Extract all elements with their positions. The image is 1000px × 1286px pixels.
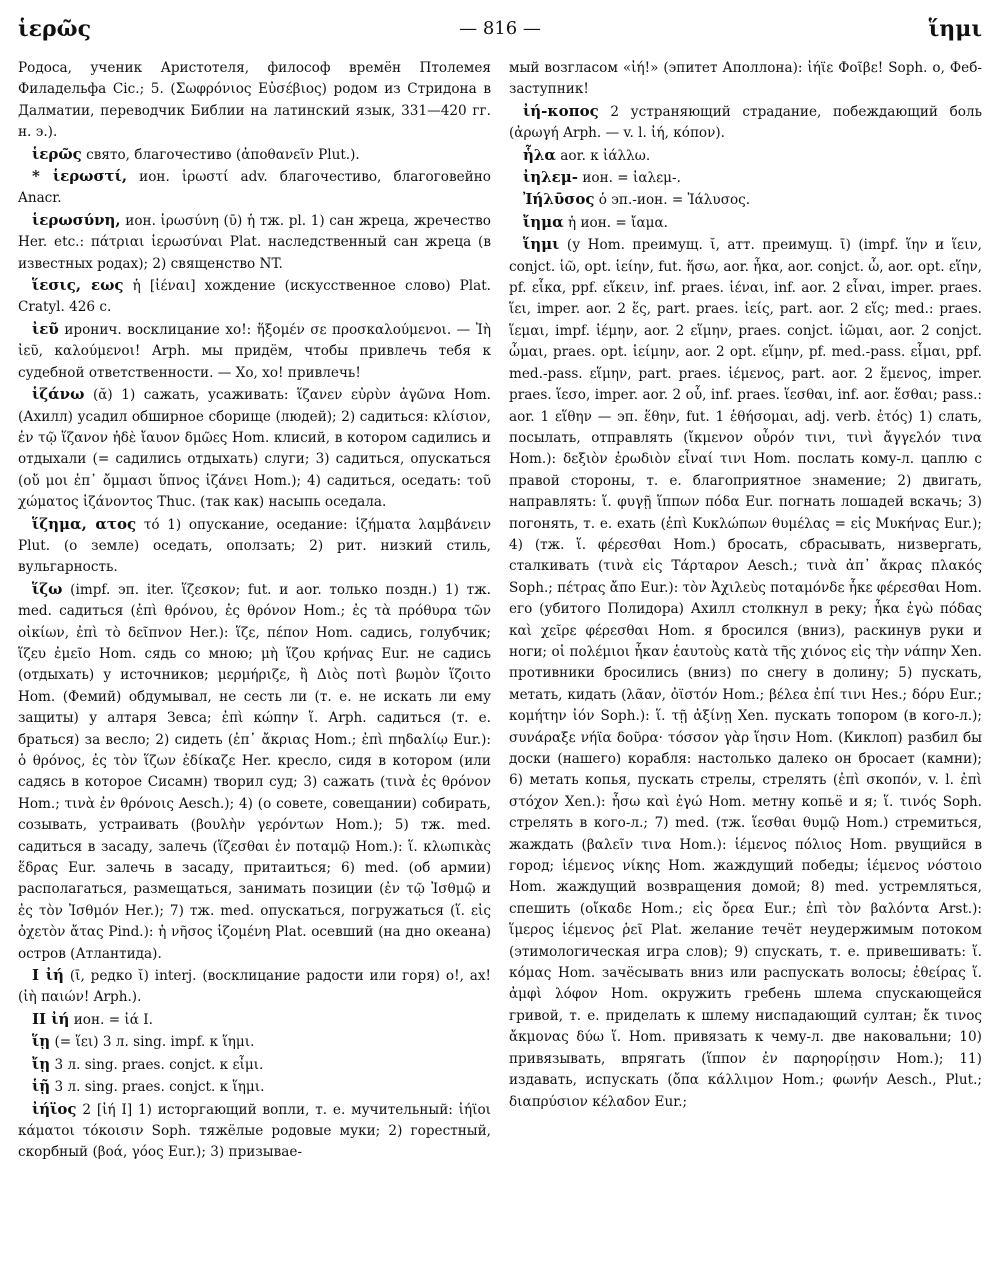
entry-headword: Ἰήλῡσος: [523, 190, 595, 209]
entry-text: ион. ἱρωσύνη (ῡ) ἡ тж. pl. 1) сан жреца, жречество Her. etc.: πάτριαι ἱερωσύναι Plat. наследственный сан жреца (в известных родах); 2) священство NT.: [18, 212, 491, 272]
right-column: [509, 58, 982, 1273]
entry-headword: ἵεσις, εως: [32, 276, 124, 295]
text-columns: [18, 58, 982, 1273]
entry-headword: I ἰή: [32, 966, 64, 985]
entry-headword: ἵζω: [32, 579, 63, 598]
entry-headword: ἱῇ: [32, 1077, 51, 1096]
entry-text: ион. ἱρωστί adv. благочестиво, благоговейно Anacr.: [18, 169, 491, 207]
entry-headword: ἱζάνω: [32, 385, 85, 404]
dictionary-entry: [18, 319, 491, 384]
entry-headword: ἰηλεμ-: [523, 168, 579, 187]
dictionary-entry: [18, 1009, 491, 1031]
dictionary-entry: [18, 210, 491, 275]
entry-headword: ἵζημα, ατος: [32, 514, 137, 533]
dictionary-entry: [18, 1031, 491, 1053]
entry-text: ἡ ион. = ἴαμα.: [568, 214, 668, 231]
entry-headword: ἵημι: [523, 235, 560, 254]
dictionary-entry: [18, 275, 491, 319]
dictionary-entry: [18, 1076, 491, 1098]
entry-headword: II ἰή: [32, 1009, 70, 1028]
entry-text: ион. = ἰά I.: [73, 1011, 153, 1028]
entry-headword: ἰήϊος: [32, 1099, 77, 1118]
entry-text: 2 [ἰή I] 1) исторгающий вопли, т. е. мучительный: ἰήϊοι κάματοι τόκοισιν Soph. тяжёлые родовые муки; 2) горестный, скорбный (βοά, γόος Eur.); 3) призывае-: [18, 1101, 491, 1161]
dictionary-entry: [18, 58, 491, 144]
entry-text: ион. = ἰαλεμ-.: [582, 170, 681, 187]
dictionary-entry: [509, 212, 982, 234]
dictionary-entry: [509, 145, 982, 167]
entry-text: ἡ [ἱέναι] хождение (искусственное слово) Plat. Cratyl. 426 c.: [18, 278, 491, 316]
dictionary-entry: [18, 1099, 491, 1164]
page-header: [18, 10, 982, 58]
dictionary-entry: [18, 579, 491, 965]
entry-headword: ἱερῶς: [32, 144, 82, 163]
entry-text: Родоса, ученик Аристотеля, философ времён Птолемея Филадельфа Cic.; 5. (Σωφρόνιος Εὐσέβιος) родом из Стридона в Далматии, переводчик Библии на латинский язык, 331—420 гг. н. э.).: [18, 60, 491, 141]
entry-text: (у Hom. преимущ. ῐ, атт. преимущ. ῑ) (impf. ἵην и ἵειν, conjct. ἱῶ, opt. ἱείην, fut. ἥσω, aor. ἧκα, aor. conjct. ὧ, aor. opt. εἵην, pf. εἷκα, ppf. εἵκειν, inf. praes. ἱέναι, inf. aor. 2 εἶναι, imper. praes. ἵει, imper. aor. 2 ἕς, part. praes. ἱείς, part. aor. 2 εἵς; med.: praes. ἵεμαι, impf. ἱέμην, aor. 2 εἵμην, praes. conjct. ἱῶμαι, aor. 2 conjct. ὧμαι, praes. opt. ἱείμην, aor. 2 opt. εἵμην, pf. med.-pass. εἷμαι, ppf. med.-pass. εἵμην, part. praes. ἱέμενος, part. aor. 2 ἕμενος, imper. praes. ἵεσο, imper. aor. 2 οὗ, inf. praes. ἵεσθαι, inf. aor. ἕσθαι; pass.: aor. 1 εἵθην — эп. ἕθην, fut. 1 ἑθήσομαι, adj. verb. ἑτός) 1) слать, посылать, отправлять (ἴκμενον οὖρόν τινι, τινὶ ἄγγελόν τινα Hom.): δεξιὸν ἐρωδιὸν εἶναί τινι Hom. послать кому-л. цаплю с правой стороны, т. е. благоприятное знамение; 2) двигать, направлять: ἵ. φυγῇ ἵππων πόδα Eur. погнать лошадей вскачь; 3) погонять, т. е. ехать (ἐπὶ Κυκλώπων θυμέλας = εἰς Μυκήνας Eur.); 4) (тж. ἵ. φέρεσθαι Hom.) бросать, сбрасывать, низвергать, сталкивать (τινὰ εἰς Τάρταρον Aesch.; τινὰ ἀπ᾽ ἄκρας πλακός Soph.; πέτρας ἄπο Eur.): τὸν Ἀχιλεὺς ποταμόνδε ἧκε φέρεσθαι Hom. его (убитого Полидора) Ахилл столкнул в реку; ἧκα ἐγὼ πόδας καὶ χεῖρε φέρεσθαι Hom. я бросился (вниз), раскинув руки и ноги; οἱ πολέμιοι ἧκαν ἑαυτοὺς κατὰ τῆς χιόνος εἰς τὴν νάπην Xen. противники бросились (вниз) по снегу в долину; 5) пускать, метать, кидать (λᾶαν, ὀϊστόν Hom.; βέλεα ἐπί τινι Hes.; δόρυ Eur.; κομήτην ἰόν Soph.): ἵ. τῇ ἀξίνῃ Xen. пускать топором (в кого-л.); συνάραξε νήϊα δοῦρα· τόσσον γὰρ ἵησιν Hom. (Киклоп) разбил бы доски (нашего) корабля: настолько далеко он бросает (камни); 6) метать копья, пускать стрелы, стрелять (ἐπὶ σκοπόν, v. l. ἐπὶ στόχον Xen.): ἧσω καὶ ἐγώ Hom. метну копьё и я; ἵ. τινός Soph. стрелять в кого-л.; 7) med. (тж. ἵεσθαι θυμῷ Hom.) стремиться, жаждать (βαλεῖν τινα Hom.): ἱέμενος πόλιος Hom. рвущийся в город; ἱέμενος νίκης Hom. жаждущий победы; ἱέμενος νόστοιο Hom. жаждущий возвращения домой; 8) med. устремляться, спешить (οἴκαδε Hom.; εἰς ὄρεα Eur.; ἐπὶ τὸν βαλόντα Arst.): ἵμερος ἱέμενος ῥεῖ Plat. желание течёт неудержимым потоком (этимологическая игра слов); 9) спускать, т. е. привешивать: ἵ. κόμας Hom. зачёсывать вниз или распускать волосы; ἐθείρας ἵ. ἀμφὶ λόφον Hom. окружить гребень шлема спускающейся гривой, т. е. приделать к шлему ниспадающий султан; ἔκ τινος ἄκμονας δύω ἵ. Hom. привязать к чему-л. две наковальни; 10) привязывать, впрягать (ἵππον ἐν παρηορίῃσιν Hom.); 11) издавать, испускать (ὄπα κάλλιμον Hom.; φωνήν Aesch., Plut.; διαπρύσιον κέλαδον Eur.;: [509, 237, 982, 1110]
entry-text: (= ἵει) 3 л. sing. impf. к ἵημι.: [54, 1034, 255, 1051]
entry-text: 3 л. sing. praes. conjct. к εἶμι.: [54, 1056, 264, 1073]
entry-headword: * ἱερωστί,: [32, 167, 128, 186]
entry-text: 3 л. sing. praes. conjct. к ἵημι.: [54, 1079, 265, 1096]
dictionary-entry: [509, 234, 982, 1113]
entry-text: aor. к ἰάλλω.: [560, 147, 651, 164]
entry-headword: ἱερωσύνη,: [32, 210, 121, 229]
entry-text: мый возгласом «ἰή!» (эпитет Аполлона): ἰήϊε Φοῖβε! Soph. о, Феб-заступник!: [509, 60, 982, 98]
dictionary-entry: [18, 166, 491, 210]
entry-headword: ἵῃ: [32, 1032, 51, 1051]
entry-text: τό 1) опускание, оседание: ἱζήματα λαμβάνειν Plut. (о земле) оседать, оползать; 2) рит. низкий стиль, вульгарность.: [18, 516, 491, 576]
dictionary-entry: [509, 58, 982, 101]
entry-text: свято, благочестиво (ἀποθανεῖν Plut.).: [86, 146, 360, 163]
right-running-headword: ἵημι: [928, 16, 982, 42]
entry-text: (ᾰ) 1) сажать, усаживать: ἵζανεν εὐρὺν ἀγῶνα Hom. (Ахилл) усадил обширное сборище (людей); 2) садиться: κλίσιον, ἐν τῷ ἵζανον ἠδὲ ἴαυον δμῶες Hom. клисий, в котором садились и отдыхали (= садились отдыхать) слуги; 3) садиться, опускаться (οὔ μοι ἐπ᾽ ὄμμασι ὕπνος ἱζάνει Hom.); 4) садиться, оседать: τοῦ χώματος ἱζάνοντος Thuc. (так как) насыпь оседала.: [18, 387, 491, 511]
dictionary-entry: [18, 514, 491, 579]
dictionary-entry: [509, 189, 982, 211]
entry-headword: ἴημα: [523, 212, 564, 231]
left-column: [18, 58, 491, 1273]
entry-text: (impf. эп. iter. ἵζεσκον; fut. и aor. только поздн.) 1) тж. med. садиться (ἐπὶ θρόνου, ἐς θρόνον Hom.; ἐς τὰ πρόθυρα τῶν οἰκίων, ἐπὶ τὸ δεῖπνον Her.): ἵζε, πέπον Hom. садись, голубчик; ἵζευ ἐμεῖο Hom. сядь со мною; μὴ ἵζου κρήνας Eur. не садись (отдыхать) у источников; μερμήριζε, ἢ Διὸς ποτὶ βωμὸν ἵζοιτο Hom. (Фемий) обдумывал, не сесть ли (т. е. не искать ли ему защиты) у алтаря Зевса; ἐπὶ κώπην ἵ. Arph. садиться (т. е. браться) за весло; 2) сидеть (ἐπ᾽ ἄκριας Hom.; ἐπὶ πηδαλίῳ Eur.): ὁ θρόνος, ἐς τὸν ἵζων ἐδίκαζε Her. кресло, сидя в котором (или садясь в которое Сисамн) творил суд; 3) сажать (τινὰ ἐς θρόνον Hom.; τινὰ ἐν θρόνοις Aesch.); 4) (о совете, совещании) собирать, созывать, устраивать (βουλὴν γερόντων Hom.); 5) тж. med. садиться в засаду, залечь (ἵζεσθαι ἐν ποταμῷ Hom.): ἵ. κλωπικὰς ἕδρας Eur. залечь в засаду, притаиться; 6) med. (об армии) располагаться, размещаться, занимать позиции (ἐν τῷ Ἰσθμῷ и ἐς τὸν Ἰσθμόν Her.); 7) тж. med. опускаться, погружаться (ἵ. εἰς ὀχετὸν ἄτας Pind.): ἡ νῆσος ἱζομένη Plat. осевший (на дно океана) остров (Атлантида).: [18, 581, 491, 962]
entry-headword: ἴῃ: [32, 1054, 51, 1073]
page-number: — 816 —: [459, 18, 541, 39]
dictionary-entry: [18, 1054, 491, 1076]
dictionary-entry: [18, 384, 491, 513]
entry-headword: ἧλα: [523, 145, 556, 164]
entry-text: иронич. восклицание хо!: ἥξομέν σε προσκαλούμενοι. — Ἰὴ ἰεῦ, καλούμενοι! Arph. мы придём, чтобы привлечь тебя к судебной ответственности. — Хо, хо! привлечь!: [18, 321, 491, 381]
dictionary-entry: [509, 167, 982, 189]
left-running-headword: ἱερῶς: [18, 16, 91, 42]
dictionary-entry: [18, 965, 491, 1009]
entry-headword: ἰεῦ: [32, 319, 59, 338]
entry-headword: ἰή-κοπος: [523, 101, 599, 120]
entry-text: (ῑ, редко ῐ) interj. (восклицание радости или горя) о!, ах! (ἰὴ παιών! Arph.).: [18, 968, 491, 1006]
dictionary-entry: [18, 144, 491, 166]
entry-text: 2 устраняющий страдание, побеждающий боль (ἀρωγή Arph. — v. l. ἰή, κόπον).: [509, 103, 982, 142]
dictionary-entry: [509, 101, 982, 145]
entry-text: ὁ эп.-ион. = Ἰάλυσος.: [598, 192, 751, 209]
